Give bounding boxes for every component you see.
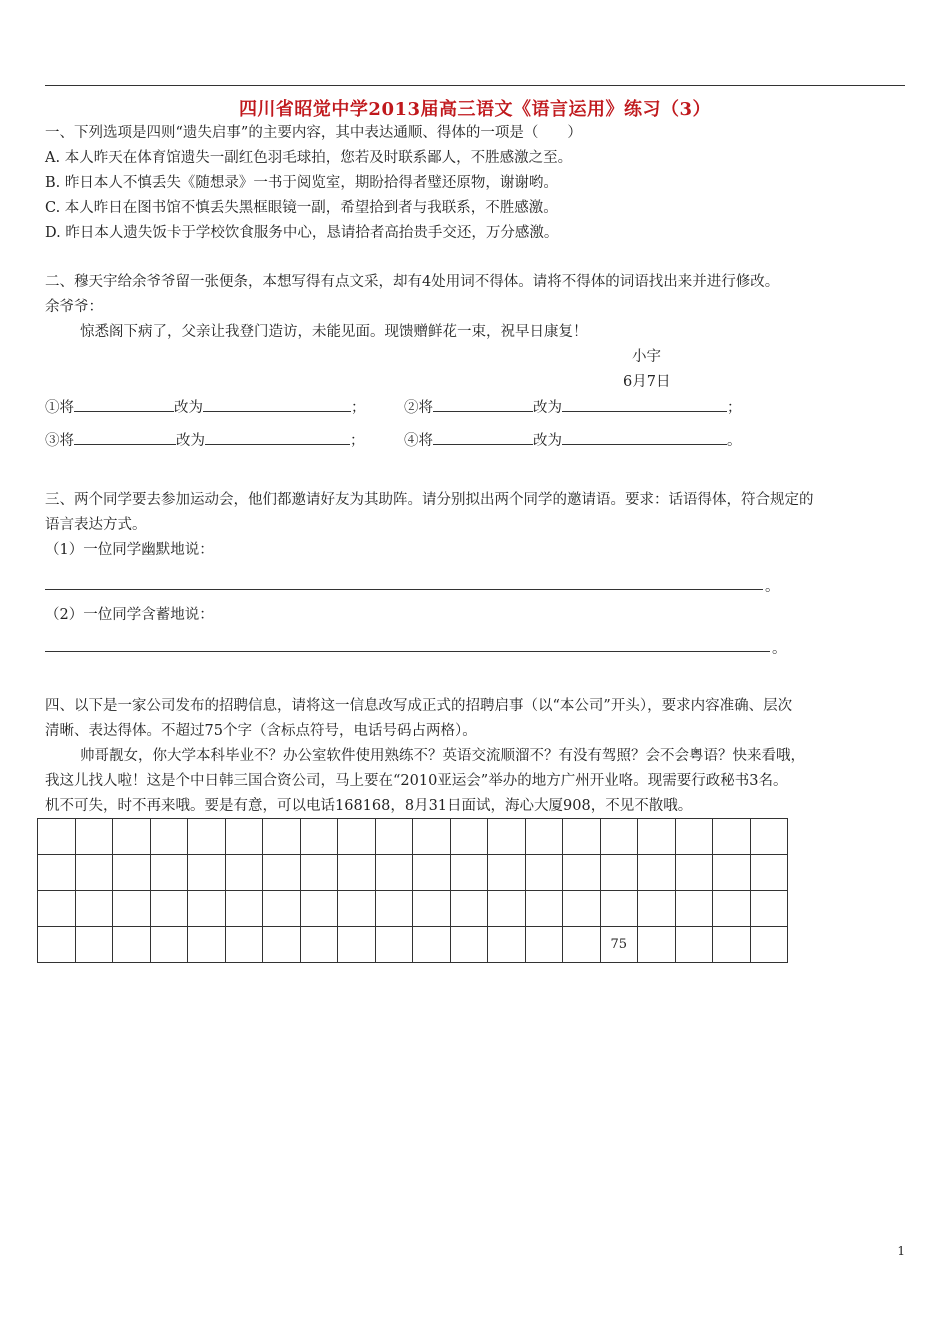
grid-cell[interactable] <box>113 927 151 963</box>
grid-cell[interactable] <box>638 855 676 891</box>
grid-cell[interactable] <box>450 855 488 891</box>
grid-cell[interactable] <box>75 819 113 855</box>
grid-cell[interactable] <box>113 891 151 927</box>
q2-answer-4: ④将 改为 。 <box>404 429 742 453</box>
q3-answer-line-1[interactable] <box>45 589 763 590</box>
grid-cell[interactable] <box>713 819 751 855</box>
grid-cell[interactable] <box>300 819 338 855</box>
q2-answer-1: ①将 改为 ； <box>45 396 366 420</box>
grid-cell[interactable] <box>563 927 601 963</box>
grid-cell[interactable] <box>225 855 263 891</box>
grid-cell[interactable] <box>38 819 76 855</box>
q4-stem-line1: 四、以下是一家公司发布的招聘信息，请将这一信息改写成正式的招聘启事（以“本公司”开头），要求内容准确、层次 <box>45 698 793 714</box>
q2-note-body: 惊悉阁下病了，父亲让我登门造访，未能见面。现馈赠鲜花一束，祝早日康复！ <box>80 324 588 340</box>
q4-passage-line3: 机不可失，时不再来哦。要是有意，可以电话168168，8月31日面试，海心大厦908，不见不散哦。 <box>45 798 693 814</box>
grid-cell[interactable] <box>488 891 526 927</box>
q3-part1-label: （1）一位同学幽默地说： <box>45 542 214 558</box>
grid-cell[interactable] <box>563 819 601 855</box>
grid-cell[interactable] <box>600 891 638 927</box>
grid-cell[interactable] <box>75 927 113 963</box>
grid-cell[interactable] <box>188 855 226 891</box>
answer-blank[interactable] <box>205 430 350 445</box>
q4-passage-line2: 我这儿找人啦！这是个中日韩三国合资公司，马上要在“2010亚运会”举办的地方广州开业咯。现需要行政秘书3名。 <box>45 773 788 789</box>
top-rule <box>45 85 905 86</box>
answer-blank[interactable] <box>74 397 174 412</box>
q4-stem-line2: 清晰、表达得体。不超过75个字（含标点符号，电话号码占两格）。 <box>45 723 477 739</box>
grid-cell[interactable] <box>150 891 188 927</box>
grid-cell[interactable] <box>75 891 113 927</box>
grid-cell[interactable] <box>488 819 526 855</box>
q1-option-c: C. 本人昨日在图书馆不慎丢失黑框眼镜一副，希望拾到者与我联系，不胜感激。 <box>45 200 558 216</box>
grid-cell[interactable] <box>263 855 301 891</box>
grid-cell[interactable] <box>750 927 788 963</box>
grid-cell[interactable] <box>375 927 413 963</box>
grid-cell[interactable] <box>450 819 488 855</box>
grid-cell[interactable] <box>225 819 263 855</box>
grid-cell[interactable] <box>413 927 451 963</box>
grid-cell[interactable] <box>525 927 563 963</box>
grid-row <box>38 819 788 855</box>
grid-cell[interactable] <box>675 927 713 963</box>
grid-cell[interactable] <box>525 819 563 855</box>
grid-cell[interactable] <box>750 891 788 927</box>
grid-cell[interactable] <box>563 855 601 891</box>
grid-cell[interactable] <box>488 927 526 963</box>
grid-cell[interactable] <box>713 891 751 927</box>
grid-cell[interactable] <box>150 819 188 855</box>
grid-cell[interactable] <box>263 927 301 963</box>
grid-cell[interactable] <box>225 927 263 963</box>
grid-cell[interactable] <box>75 855 113 891</box>
grid-cell[interactable] <box>413 891 451 927</box>
grid-cell[interactable] <box>338 819 376 855</box>
grid-cell[interactable] <box>188 891 226 927</box>
q2-answer-3: ③将 改为 ； <box>45 429 365 453</box>
q3-answer-end-1: 。 <box>765 579 780 595</box>
grid-cell[interactable] <box>113 855 151 891</box>
grid-cell[interactable] <box>525 855 563 891</box>
grid-cell[interactable] <box>675 891 713 927</box>
grid-cell[interactable] <box>38 855 76 891</box>
grid-cell[interactable] <box>113 819 151 855</box>
grid-cell[interactable] <box>600 819 638 855</box>
q3-answer-end-2: 。 <box>772 641 787 657</box>
grid-cell[interactable] <box>188 927 226 963</box>
grid-cell[interactable] <box>375 819 413 855</box>
grid-cell[interactable] <box>188 819 226 855</box>
grid-cell[interactable] <box>750 819 788 855</box>
q1-option-d: D. 昨日本人遗失饭卡于学校饮食服务中心，恳请拾者高抬贵手交还，万分感激。 <box>45 225 559 241</box>
grid-row <box>38 927 788 963</box>
q2-answer-2: ②将 改为 ； <box>404 396 742 420</box>
answer-blank[interactable] <box>74 430 176 445</box>
grid-cell[interactable] <box>675 819 713 855</box>
grid-row <box>38 891 788 927</box>
grid-cell[interactable] <box>675 855 713 891</box>
grid-cell[interactable] <box>750 855 788 891</box>
grid-cell[interactable] <box>150 855 188 891</box>
grid-cell[interactable] <box>450 927 488 963</box>
grid-cell[interactable] <box>38 891 76 927</box>
grid-cell[interactable] <box>488 855 526 891</box>
answer-blank[interactable] <box>433 430 533 445</box>
answer-blank[interactable] <box>562 397 727 412</box>
grid-cell[interactable] <box>713 927 751 963</box>
grid-marker-75: 75 <box>600 927 638 963</box>
grid-cell[interactable] <box>525 891 563 927</box>
grid-row <box>38 855 788 891</box>
page-title: 四川省昭觉中学2013届高三语文《语言运用》练习（3） <box>238 99 712 120</box>
grid-cell[interactable] <box>150 927 188 963</box>
grid-cell[interactable] <box>413 855 451 891</box>
grid-cell[interactable] <box>263 819 301 855</box>
answer-blank[interactable] <box>203 397 351 412</box>
grid-cell[interactable] <box>600 855 638 891</box>
grid-cell[interactable] <box>300 927 338 963</box>
answer-blank[interactable] <box>433 397 533 412</box>
page-number: 1 <box>897 1244 905 1258</box>
grid-cell[interactable] <box>338 855 376 891</box>
grid-cell[interactable] <box>638 891 676 927</box>
grid-cell[interactable] <box>413 819 451 855</box>
grid-cell[interactable] <box>338 927 376 963</box>
q2-signature: 小宇 <box>632 349 661 365</box>
q3-stem-line2: 语言表达方式。 <box>45 517 147 533</box>
answer-blank[interactable] <box>562 430 727 445</box>
grid-cell[interactable] <box>375 891 413 927</box>
grid-cell[interactable] <box>638 819 676 855</box>
q3-answer-line-2[interactable] <box>45 651 770 652</box>
grid-cell[interactable] <box>375 855 413 891</box>
grid-cell[interactable] <box>713 855 751 891</box>
grid-cell[interactable] <box>300 855 338 891</box>
grid-cell[interactable] <box>263 891 301 927</box>
answer-grid <box>37 818 788 963</box>
q2-date: 6月7日 <box>623 374 671 390</box>
q1-option-a: A. 本人昨天在体育馆遗失一副红色羽毛球拍，您若及时联系鄙人，不胜感激之至。 <box>45 150 573 166</box>
grid-cell[interactable] <box>338 891 376 927</box>
q3-stem-line1: 三、两个同学要去参加运动会，他们都邀请好友为其助阵。请分别拟出两个同学的邀请语。要求：话语得体，符合规定的 <box>45 492 814 508</box>
grid-cell[interactable] <box>300 891 338 927</box>
q1-stem: 一、下列选项是四则“遗失启事”的主要内容，其中表达通顺、得体的一项是（ ） <box>45 125 582 141</box>
q4-passage-line1: 帅哥靓女，你大学本科毕业不？办公室软件使用熟练不？英语交流顺溜不？有没有驾照？会不会粤语？快来看哦， <box>80 748 805 764</box>
grid-cell[interactable] <box>638 927 676 963</box>
grid-cell[interactable] <box>38 927 76 963</box>
grid-cell[interactable] <box>225 891 263 927</box>
grid-cell[interactable] <box>450 891 488 927</box>
q3-part2-label: （2）一位同学含蓄地说： <box>45 607 214 623</box>
q1-option-b: B. 昨日本人不慎丢失《随想录》一书于阅览室，期盼拾得者璧还原物，谢谢哟。 <box>45 175 558 191</box>
q2-salutation: 余爷爷： <box>45 299 103 315</box>
q2-stem: 二、穆天宇给余爷爷留一张便条，本想写得有点文采，却有4处用词不得体。请将不得体的词语找出来并进行修改。 <box>45 274 780 290</box>
grid-cell[interactable] <box>563 891 601 927</box>
